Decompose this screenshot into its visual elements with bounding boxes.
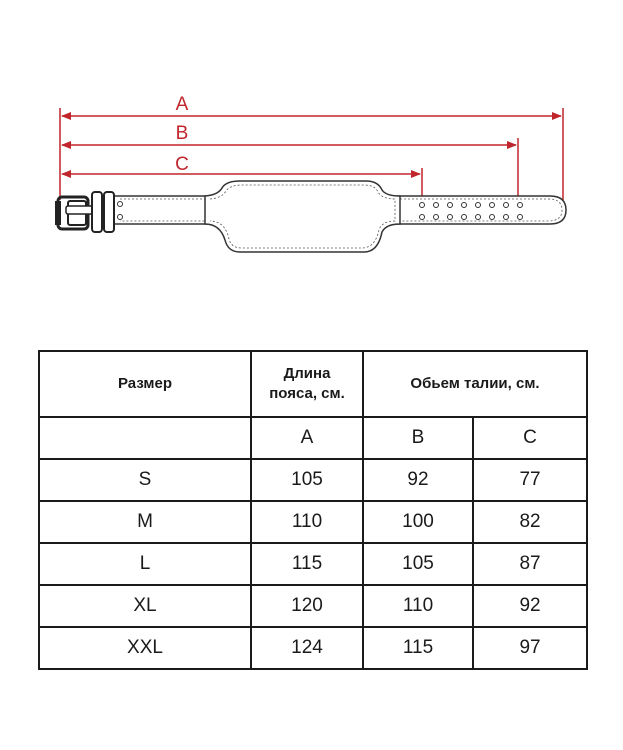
dimension-a-label: A	[175, 94, 189, 115]
belt-back-pad	[205, 181, 400, 252]
header-belt-length	[251, 351, 363, 417]
cell-a: 115	[251, 543, 363, 585]
size-table	[38, 350, 588, 670]
cell-c: 97	[473, 627, 587, 669]
cell-b: 105	[363, 543, 473, 585]
cell-a: 120	[251, 585, 363, 627]
cell-c: 82	[473, 501, 587, 543]
subheader-b: B	[363, 417, 473, 459]
table-row	[39, 627, 587, 669]
table-subheader-row	[39, 417, 587, 459]
dimension-a	[61, 94, 562, 120]
subheader-a: A	[251, 417, 363, 459]
cell-a: 124	[251, 627, 363, 669]
cell-b: 100	[363, 501, 473, 543]
cell-b: 115	[363, 627, 473, 669]
dimension-c-label: C	[175, 154, 189, 175]
header-belt-length-text: Длина пояса, см.	[269, 365, 345, 402]
header-waist: Обьем талии, см.	[363, 351, 587, 417]
table-row	[39, 501, 587, 543]
dimension-b-label: B	[175, 123, 189, 144]
belt-buckle	[55, 192, 123, 232]
subheader-empty	[39, 417, 251, 459]
subheader-c: C	[473, 417, 587, 459]
header-size: Размер	[39, 351, 251, 417]
table-row	[39, 459, 587, 501]
dimension-b	[61, 123, 517, 149]
cell-size: L	[39, 543, 251, 585]
cell-a: 110	[251, 501, 363, 543]
cell-size: S	[39, 459, 251, 501]
cell-size: XXL	[39, 627, 251, 669]
cell-b: 92	[363, 459, 473, 501]
dimension-c	[61, 154, 421, 178]
belt-diagram	[0, 0, 623, 300]
cell-c: 87	[473, 543, 587, 585]
cell-b: 110	[363, 585, 473, 627]
table-header-row	[39, 351, 587, 417]
cell-c: 77	[473, 459, 587, 501]
table-row	[39, 543, 587, 585]
table-row	[39, 585, 587, 627]
cell-a: 105	[251, 459, 363, 501]
cell-size: M	[39, 501, 251, 543]
cell-size: XL	[39, 585, 251, 627]
cell-c: 92	[473, 585, 587, 627]
